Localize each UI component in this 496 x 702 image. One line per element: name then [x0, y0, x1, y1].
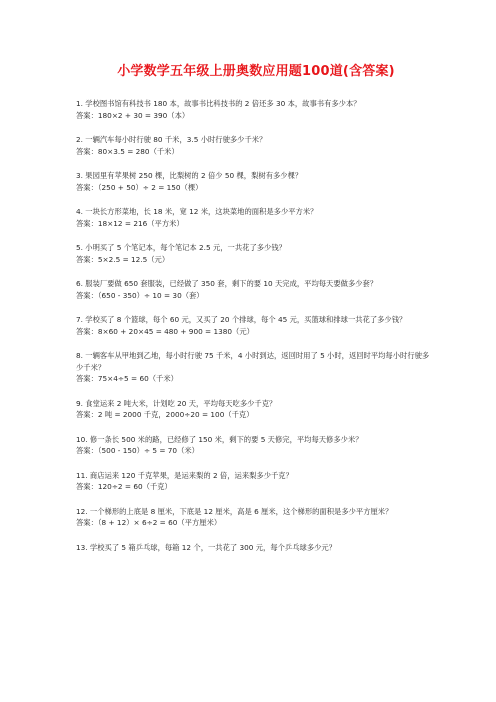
problem-question: 1. 学校图书馆有科技书 180 本，故事书比科技书的 2 倍还多 30 本，故事书有多少本？: [76, 99, 361, 108]
problem-item: [76, 470, 436, 494]
problem-question: 6. 服装厂要做 650 套服装，已经做了 350 套，剩下的要 10 天完成，平均每天要做多少套？: [76, 278, 378, 288]
problem-answer: 答案：（8 + 12）× 6÷2 = 60（平方厘米）: [76, 518, 222, 528]
problem-question: 13. 学校买了 5 箱乒乓球，每箱 12 个，一共花了 300 元，每个乒乓球多少元？: [76, 542, 337, 552]
problem-question: 12. 一个梯形的上底是 8 厘米，下底是 12 厘米，高是 6 厘米，这个梯形的面积是多少平方厘米？: [76, 506, 393, 516]
problem-answer: 答案：120÷2 = 60（千克）: [76, 482, 172, 492]
problem-answer: 答案：75×4÷5 = 60（千米）: [76, 374, 178, 384]
problem-answer: 答案：（250 + 50）÷ 2 = 150（棵）: [76, 182, 203, 192]
problem-item: [76, 506, 436, 530]
problem-answer: 答案：2 吨 = 2000 千克，2000÷20 = 100（千克）: [76, 410, 254, 420]
problem-question: 5. 小明买了 5 个笔记本，每个笔记本 2.5 元，一共花了多少钱？: [76, 242, 286, 252]
problem-question: 7. 学校买了 8 个篮球，每个 60 元，又买了 20 个排球，每个 45 元，买篮球和排球一共花了多少钱？: [76, 314, 407, 324]
problem-item: [76, 350, 436, 385]
problem-question: 9. 食堂运来 2 吨大米，计划吃 20 天，平均每天吃多少千克？: [76, 398, 277, 408]
document-title: 小学数学五年级上册奥数应用题100道(含答案): [117, 64, 395, 79]
problem-item: [76, 542, 436, 554]
problem-item: [76, 242, 436, 266]
problem-answer: 答案：（500 - 150）÷ 5 = 70（米）: [76, 446, 199, 456]
problem-item: [76, 206, 436, 230]
problem-answer: 答案：80×3.5 = 280（千米）: [76, 146, 179, 156]
problem-question: 3. 果园里有苹果树 250 棵，比梨树的 2 倍少 50 棵，梨树有多少棵？: [76, 170, 303, 180]
problem-question: 10. 修一条长 500 米的路，已经修了 150 米，剩下的要 5 天修完，平均每天修多少米？: [76, 434, 363, 444]
problem-item: [76, 278, 436, 302]
problem-answer: 答案：（650 - 350）÷ 10 = 30（套）: [76, 290, 204, 300]
problem-item: [76, 98, 436, 122]
problem-question: 11. 商店运来 120 千克苹果，是运来梨的 2 倍，运来梨多少千克？: [76, 470, 293, 480]
problem-answer: 答案：18×12 = 216（平方米）: [76, 218, 184, 228]
problem-item: [76, 398, 436, 422]
problem-answer: 答案：180×2 + 30 = 390（本）: [76, 110, 190, 120]
problem-item: [76, 434, 436, 458]
problem-question: 8. 一辆客车从甲地到乙地，每小时行驶 75 千米，4 小时到达，返回时用了 5 小时，返回时平均每小时行驶多少千米？: [76, 350, 430, 372]
problem-question: 4. 一块长方形菜地，长 18 米，宽 12 米，这块菜地的面积是多少平方米？: [76, 206, 318, 216]
problem-question: 2. 一辆汽车每小时行驶 80 千米，3.5 小时行驶多少千米？: [76, 134, 267, 144]
problem-item: [76, 170, 436, 194]
problem-item: [76, 134, 436, 158]
problem-answer: 答案：5×2.5 = 12.5（元）: [76, 254, 170, 264]
problem-answer: 答案：8×60 + 20×45 = 480 + 900 = 1380（元）: [76, 326, 254, 336]
problem-item: [76, 314, 436, 338]
